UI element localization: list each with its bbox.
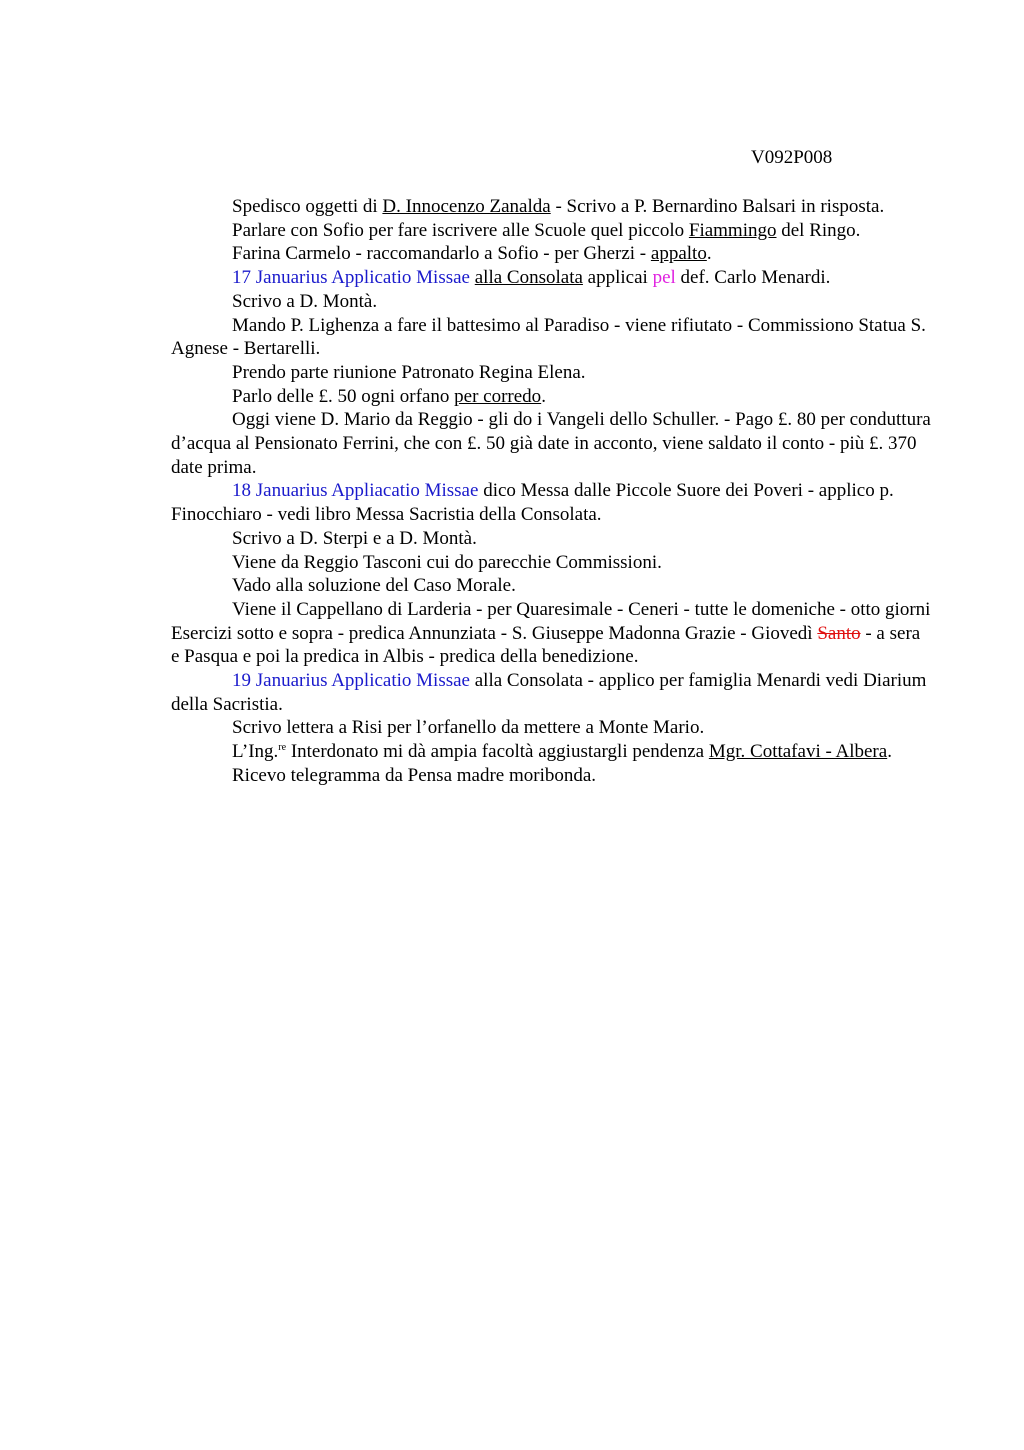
underlined-text: Mgr. Cottafavi - Albera <box>708 741 888 763</box>
paragraph-text: Farina Carmelo - raccomandarlo a Sofio - per Gherzi - <box>232 243 651 265</box>
diary-paragraph <box>171 527 931 551</box>
superscript-text: re <box>278 742 287 754</box>
paragraph-text: Interdonato mi dà ampia facoltà aggiustargli pendenza <box>286 741 709 763</box>
paragraph-text: Parlare con Sofio per fare iscrivere alle Scuole quel piccolo <box>232 219 689 241</box>
paragraph-text: alla Consolata - applico per famiglia Menardi vedi Diarium della Sacristia. <box>171 670 927 715</box>
diary-paragraph <box>171 479 931 526</box>
diary-paragraph <box>171 598 931 669</box>
correction-text: pel <box>652 267 676 289</box>
diary-paragraph <box>171 266 931 290</box>
diary-paragraph <box>171 669 931 716</box>
paragraph-text: - Scrivo a P. Bernardino Balsari in risposta. <box>550 196 885 217</box>
paragraph-text: dico Messa dalle Piccole Suore dei Poveri - applico p. Finocchiaro - vedi libro Messa Sacristia della Consolata. <box>171 480 894 526</box>
paragraph-text: Viene da Reggio Tasconi cui do parecchie Commissioni. <box>232 551 662 573</box>
paragraph-text: Vado alla soluzione del Caso Morale. <box>232 575 516 597</box>
mass-date-label: 18 Januarius Appliacatio Missae <box>232 480 479 502</box>
diary-paragraph <box>171 740 931 764</box>
paragraph-text: . <box>541 385 546 407</box>
diary-paragraph <box>171 219 931 243</box>
diary-paragraph <box>171 574 931 598</box>
underlined-text: Fiammingo <box>688 219 777 241</box>
underlined-text: appalto <box>650 243 707 265</box>
paragraph-text: Ricevo telegramma da Pensa madre moribonda. <box>232 764 597 786</box>
diary-paragraph <box>171 195 931 219</box>
diary-paragraph <box>171 716 931 740</box>
paragraph-text: - a sera e Pasqua e poi la predica in Albis - predica della benedizione. <box>171 622 921 668</box>
diary-paragraph <box>171 242 931 266</box>
paragraph-text: del Ringo. <box>776 219 861 241</box>
diary-paragraph <box>171 290 931 314</box>
paragraph-text: Spedisco oggetti di <box>232 196 383 217</box>
paragraph-text: Scrivo lettera a Risi per l’orfanello da mettere a Monte Mario. <box>232 717 705 739</box>
page-id: V092P008 <box>751 147 833 168</box>
paragraph-text: Mando P. Lighenza a fare il battesimo al Paradiso - viene rifiutato - Commissiono Statua S. Agnese - Bertarelli. <box>171 314 926 360</box>
paragraph-text: Scrivo a D. Montà. <box>232 290 378 312</box>
diary-paragraph <box>171 361 931 385</box>
paragraph-text: def. Carlo Menardi. <box>675 267 831 289</box>
mass-date-label: 19 Januarius Applicatio Missae <box>232 670 470 692</box>
diary-paragraph <box>171 314 931 361</box>
diary-paragraph <box>171 551 931 575</box>
paragraph-text: Parlo delle £. 50 ogni orfano <box>232 385 455 407</box>
paragraph-text: Scrivo a D. Sterpi e a D. Montà. <box>232 527 477 549</box>
diary-paragraph <box>171 408 931 479</box>
diary-paragraph <box>171 764 931 788</box>
underlined-text: D. Innocenzo Zanalda <box>382 196 551 217</box>
paragraph-text: L’Ing. <box>232 741 279 763</box>
diary-text <box>171 195 931 788</box>
diary-paragraph <box>171 385 931 409</box>
struck-text: Santo <box>817 622 861 644</box>
paragraph-text: applicai <box>582 267 653 289</box>
underlined-text: alla Consolata <box>474 267 583 289</box>
paragraph-text: Viene il Cappellano di Larderia - per Quaresimale - Ceneri - tutte le domeniche - otto giorni Esercizi sotto e sopra - predica Annunziata - S. Giuseppe Madonna Grazie - Giovedì <box>171 598 931 644</box>
underlined-text: per corredo <box>454 385 542 407</box>
paragraph-text: Oggi viene D. Mario da Reggio - gli do i Vangeli dello Schuller. - Pago £. 80 per conduttura d’acqua al Pensionato Ferrini, che con £. 50 già date in acconto, viene saldato il conto - più £. 370 date prima. <box>171 409 931 478</box>
paragraph-text: Prendo parte riunione Patronato Regina Elena. <box>232 361 586 383</box>
paragraph-text: . <box>887 741 892 763</box>
mass-date-label: 17 Januarius Applicatio Missae <box>232 267 470 289</box>
paragraph-text: . <box>706 243 712 265</box>
